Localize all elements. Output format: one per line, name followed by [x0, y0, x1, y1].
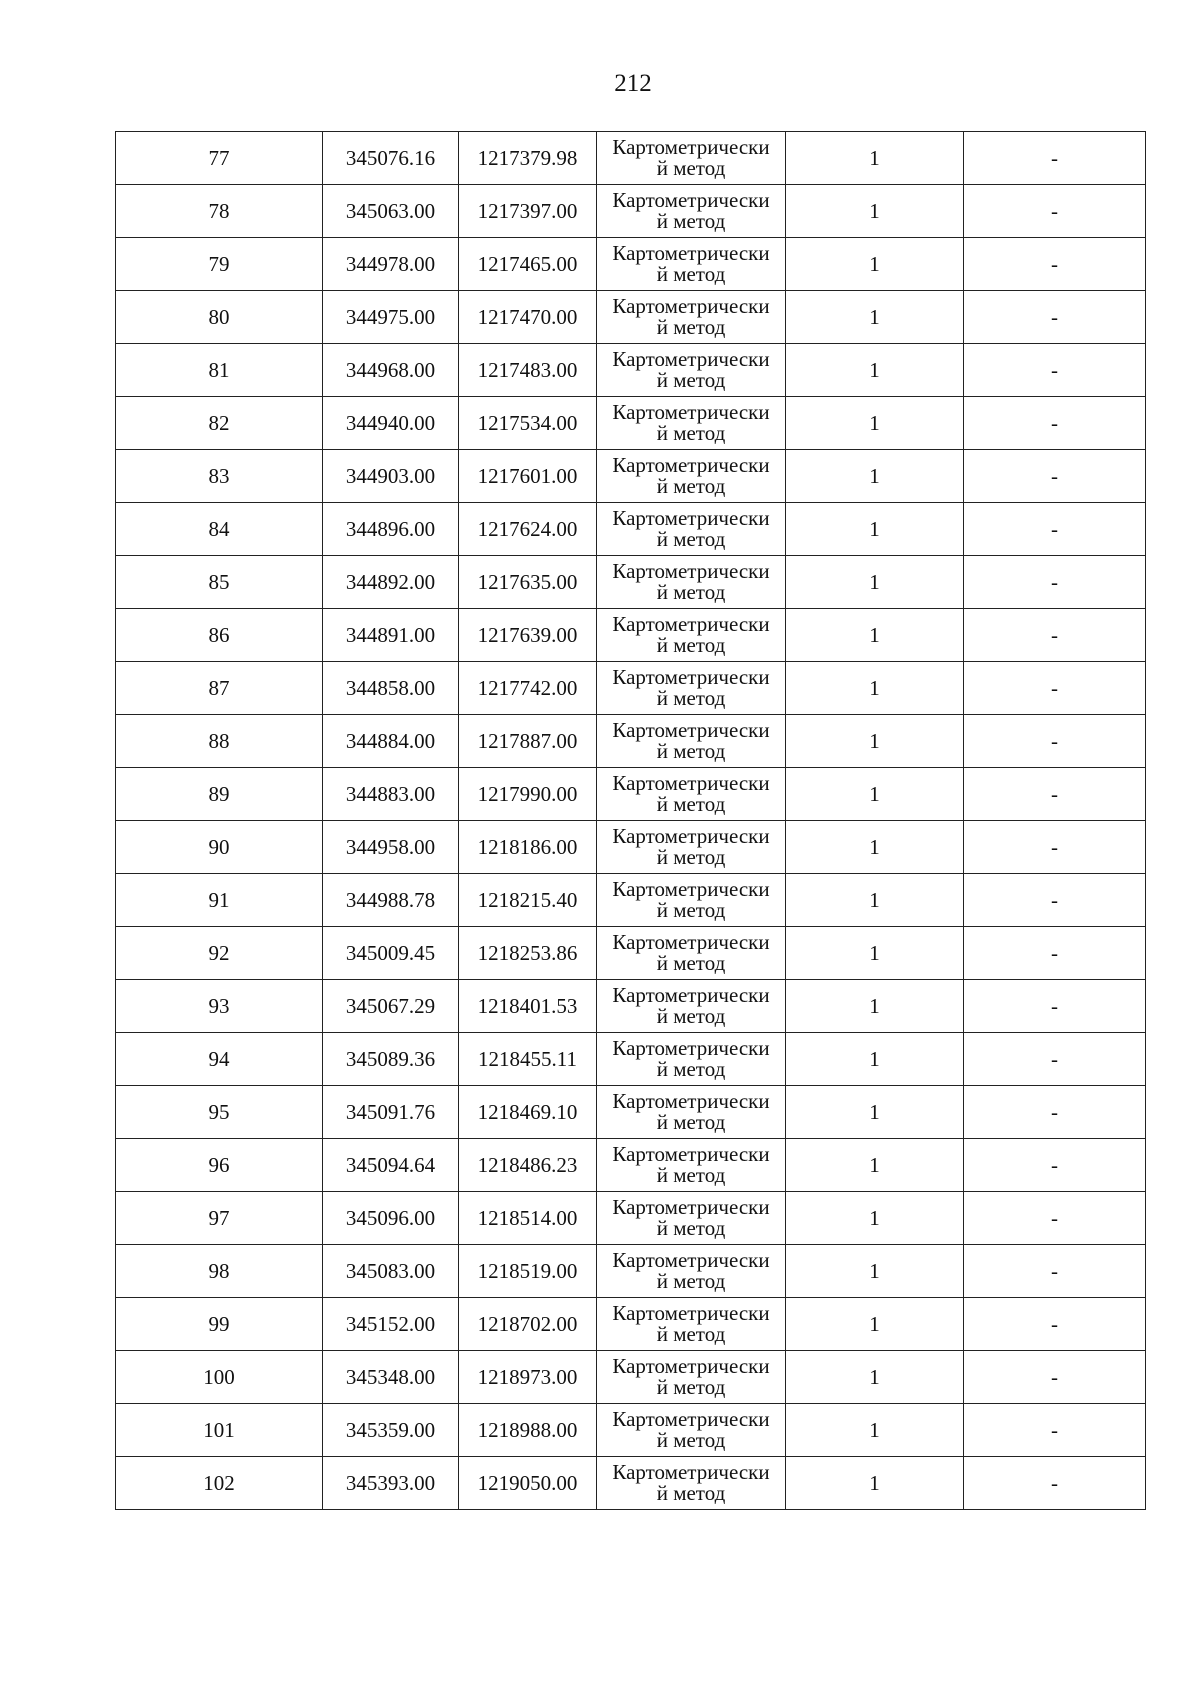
method-line-2: й метод [656, 262, 726, 286]
x-coordinate-cell: 345094.64 [323, 1139, 459, 1192]
accuracy-cell: 1 [786, 185, 964, 238]
method-line-1: Картометрически [612, 877, 770, 901]
x-coordinate-cell: 345067.29 [323, 980, 459, 1033]
method-line-1: Картометрически [612, 771, 770, 795]
method-line-2: й метод [656, 792, 726, 816]
accuracy-cell: 1 [786, 132, 964, 185]
y-coordinate-cell: 1217624.00 [459, 503, 597, 556]
table-row [116, 503, 1146, 556]
x-coordinate-cell: 345076.16 [323, 132, 459, 185]
point-number-cell: 87 [116, 662, 323, 715]
method-line-2: й метод [656, 845, 726, 869]
method-cell [597, 344, 786, 397]
point-number-cell: 77 [116, 132, 323, 185]
method-cell [597, 238, 786, 291]
point-number-cell: 94 [116, 1033, 323, 1086]
description-cell: - [964, 556, 1146, 609]
description-cell: - [964, 1245, 1146, 1298]
accuracy-cell: 1 [786, 662, 964, 715]
method-line-1: Картометрически [612, 1460, 770, 1484]
y-coordinate-cell: 1217887.00 [459, 715, 597, 768]
method-cell [597, 768, 786, 821]
table-row [116, 821, 1146, 874]
y-coordinate-cell: 1218401.53 [459, 980, 597, 1033]
table-row [116, 1086, 1146, 1139]
x-coordinate-cell: 345083.00 [323, 1245, 459, 1298]
x-coordinate-cell: 344975.00 [323, 291, 459, 344]
x-coordinate-cell: 344892.00 [323, 556, 459, 609]
method-cell [597, 821, 786, 874]
method-line-1: Картометрически [612, 824, 770, 848]
y-coordinate-cell: 1217990.00 [459, 768, 597, 821]
x-coordinate-cell: 344968.00 [323, 344, 459, 397]
point-number-cell: 81 [116, 344, 323, 397]
accuracy-cell: 1 [786, 1139, 964, 1192]
point-number-cell: 85 [116, 556, 323, 609]
y-coordinate-cell: 1218469.10 [459, 1086, 597, 1139]
table-row [116, 185, 1146, 238]
method-line-2: й метод [656, 315, 726, 339]
table-row [116, 397, 1146, 450]
method-cell [597, 1457, 786, 1510]
accuracy-cell: 1 [786, 238, 964, 291]
method-line-1: Картометрически [612, 135, 770, 159]
method-cell [597, 503, 786, 556]
method-line-1: Картометрически [612, 559, 770, 583]
method-line-2: й метод [656, 1375, 726, 1399]
accuracy-cell: 1 [786, 1192, 964, 1245]
table-row [116, 291, 1146, 344]
method-line-2: й метод [656, 1269, 726, 1293]
accuracy-cell: 1 [786, 1298, 964, 1351]
description-cell: - [964, 980, 1146, 1033]
point-number-cell: 86 [116, 609, 323, 662]
x-coordinate-cell: 345063.00 [323, 185, 459, 238]
accuracy-cell: 1 [786, 927, 964, 980]
table-row [116, 1139, 1146, 1192]
method-line-1: Картометрически [612, 188, 770, 212]
x-coordinate-cell: 344858.00 [323, 662, 459, 715]
method-line-2: й метод [656, 1004, 726, 1028]
method-line-1: Картометрически [612, 718, 770, 742]
table-row [116, 980, 1146, 1033]
accuracy-cell: 1 [786, 291, 964, 344]
method-line-2: й метод [656, 1163, 726, 1187]
accuracy-cell: 1 [786, 821, 964, 874]
method-line-2: й метод [656, 1110, 726, 1134]
method-line-2: й метод [656, 686, 726, 710]
accuracy-cell: 1 [786, 397, 964, 450]
y-coordinate-cell: 1217534.00 [459, 397, 597, 450]
method-line-1: Картометрически [612, 347, 770, 371]
method-line-2: й метод [656, 1481, 726, 1505]
table-row [116, 1298, 1146, 1351]
description-cell: - [964, 874, 1146, 927]
x-coordinate-cell: 344940.00 [323, 397, 459, 450]
accuracy-cell: 1 [786, 1351, 964, 1404]
y-coordinate-cell: 1218514.00 [459, 1192, 597, 1245]
description-cell: - [964, 609, 1146, 662]
description-cell: - [964, 768, 1146, 821]
method-cell [597, 185, 786, 238]
x-coordinate-cell: 345096.00 [323, 1192, 459, 1245]
accuracy-cell: 1 [786, 609, 964, 662]
accuracy-cell: 1 [786, 556, 964, 609]
point-number-cell: 102 [116, 1457, 323, 1510]
method-line-2: й метод [656, 1428, 726, 1452]
x-coordinate-cell: 344988.78 [323, 874, 459, 927]
accuracy-cell: 1 [786, 980, 964, 1033]
point-number-cell: 93 [116, 980, 323, 1033]
method-line-2: й метод [656, 368, 726, 392]
method-cell [597, 1033, 786, 1086]
point-number-cell: 101 [116, 1404, 323, 1457]
accuracy-cell: 1 [786, 768, 964, 821]
accuracy-cell: 1 [786, 1086, 964, 1139]
y-coordinate-cell: 1217742.00 [459, 662, 597, 715]
description-cell: - [964, 821, 1146, 874]
y-coordinate-cell: 1217601.00 [459, 450, 597, 503]
y-coordinate-cell: 1217639.00 [459, 609, 597, 662]
table-row [116, 344, 1146, 397]
point-number-cell: 89 [116, 768, 323, 821]
x-coordinate-cell: 344903.00 [323, 450, 459, 503]
method-cell [597, 1192, 786, 1245]
accuracy-cell: 1 [786, 1404, 964, 1457]
method-cell [597, 450, 786, 503]
method-line-1: Картометрически [612, 294, 770, 318]
accuracy-cell: 1 [786, 450, 964, 503]
point-number-cell: 90 [116, 821, 323, 874]
x-coordinate-cell: 345348.00 [323, 1351, 459, 1404]
method-line-1: Картометрически [612, 612, 770, 636]
method-line-2: й метод [656, 209, 726, 233]
method-line-2: й метод [656, 739, 726, 763]
method-line-1: Картометрически [612, 1142, 770, 1166]
description-cell: - [964, 1351, 1146, 1404]
method-line-1: Картометрически [612, 1036, 770, 1060]
point-number-cell: 98 [116, 1245, 323, 1298]
accuracy-cell: 1 [786, 874, 964, 927]
table-row [116, 238, 1146, 291]
method-line-1: Картометрически [612, 1354, 770, 1378]
x-coordinate-cell: 344978.00 [323, 238, 459, 291]
y-coordinate-cell: 1218215.40 [459, 874, 597, 927]
point-number-cell: 88 [116, 715, 323, 768]
method-line-2: й метод [656, 898, 726, 922]
point-number-cell: 96 [116, 1139, 323, 1192]
y-coordinate-cell: 1218973.00 [459, 1351, 597, 1404]
table-row [116, 768, 1146, 821]
method-line-1: Картометрически [612, 1195, 770, 1219]
description-cell: - [964, 1033, 1146, 1086]
table-row [116, 1404, 1146, 1457]
table-row [116, 715, 1146, 768]
method-line-1: Картометрически [612, 453, 770, 477]
method-cell [597, 1351, 786, 1404]
x-coordinate-cell: 345009.45 [323, 927, 459, 980]
point-number-cell: 82 [116, 397, 323, 450]
method-cell [597, 980, 786, 1033]
method-cell [597, 1139, 786, 1192]
method-line-1: Картометрически [612, 400, 770, 424]
accuracy-cell: 1 [786, 715, 964, 768]
table-row [116, 1192, 1146, 1245]
accuracy-cell: 1 [786, 503, 964, 556]
method-line-2: й метод [656, 421, 726, 445]
table-row [116, 556, 1146, 609]
accuracy-cell: 1 [786, 1457, 964, 1510]
table-row [116, 1351, 1146, 1404]
x-coordinate-cell: 345152.00 [323, 1298, 459, 1351]
description-cell: - [964, 503, 1146, 556]
method-line-1: Картометрически [612, 1248, 770, 1272]
method-line-1: Картометрически [612, 1301, 770, 1325]
method-line-2: й метод [656, 580, 726, 604]
table-row [116, 1457, 1146, 1510]
y-coordinate-cell: 1218486.23 [459, 1139, 597, 1192]
method-line-2: й метод [656, 474, 726, 498]
x-coordinate-cell: 344958.00 [323, 821, 459, 874]
y-coordinate-cell: 1218455.11 [459, 1033, 597, 1086]
method-line-1: Картометрически [612, 506, 770, 530]
table-row [116, 662, 1146, 715]
point-number-cell: 97 [116, 1192, 323, 1245]
method-cell [597, 397, 786, 450]
description-cell: - [964, 927, 1146, 980]
description-cell: - [964, 1086, 1146, 1139]
method-line-2: й метод [656, 633, 726, 657]
x-coordinate-cell: 345089.36 [323, 1033, 459, 1086]
point-number-cell: 84 [116, 503, 323, 556]
x-coordinate-cell: 344896.00 [323, 503, 459, 556]
y-coordinate-cell: 1218702.00 [459, 1298, 597, 1351]
method-line-1: Картометрически [612, 930, 770, 954]
x-coordinate-cell: 345091.76 [323, 1086, 459, 1139]
x-coordinate-cell: 345393.00 [323, 1457, 459, 1510]
method-cell [597, 1404, 786, 1457]
description-cell: - [964, 397, 1146, 450]
method-cell [597, 609, 786, 662]
point-number-cell: 100 [116, 1351, 323, 1404]
method-line-2: й метод [656, 156, 726, 180]
coordinates-table [115, 131, 1146, 1510]
point-number-cell: 91 [116, 874, 323, 927]
description-cell: - [964, 1298, 1146, 1351]
y-coordinate-cell: 1218186.00 [459, 821, 597, 874]
method-line-2: й метод [656, 527, 726, 551]
y-coordinate-cell: 1219050.00 [459, 1457, 597, 1510]
y-coordinate-cell: 1217470.00 [459, 291, 597, 344]
method-line-2: й метод [656, 1322, 726, 1346]
table-row [116, 450, 1146, 503]
method-line-1: Картометрически [612, 1089, 770, 1113]
description-cell: - [964, 1192, 1146, 1245]
table-row [116, 874, 1146, 927]
description-cell: - [964, 185, 1146, 238]
description-cell: - [964, 450, 1146, 503]
table-row [116, 609, 1146, 662]
point-number-cell: 92 [116, 927, 323, 980]
y-coordinate-cell: 1218988.00 [459, 1404, 597, 1457]
method-line-2: й метод [656, 951, 726, 975]
accuracy-cell: 1 [786, 1033, 964, 1086]
method-cell [597, 556, 786, 609]
accuracy-cell: 1 [786, 344, 964, 397]
accuracy-cell: 1 [786, 1245, 964, 1298]
description-cell: - [964, 238, 1146, 291]
description-cell: - [964, 1457, 1146, 1510]
method-cell [597, 132, 786, 185]
point-number-cell: 95 [116, 1086, 323, 1139]
method-cell [597, 874, 786, 927]
x-coordinate-cell: 344884.00 [323, 715, 459, 768]
method-line-1: Картометрически [612, 665, 770, 689]
page-number: 212 [614, 70, 652, 97]
table-row [116, 1245, 1146, 1298]
x-coordinate-cell: 344891.00 [323, 609, 459, 662]
description-cell: - [964, 344, 1146, 397]
y-coordinate-cell: 1218253.86 [459, 927, 597, 980]
table-row [116, 1033, 1146, 1086]
method-line-2: й метод [656, 1216, 726, 1240]
y-coordinate-cell: 1217397.00 [459, 185, 597, 238]
x-coordinate-cell: 344883.00 [323, 768, 459, 821]
point-number-cell: 99 [116, 1298, 323, 1351]
description-cell: - [964, 662, 1146, 715]
method-cell [597, 927, 786, 980]
method-line-1: Картометрически [612, 241, 770, 265]
table-row [116, 927, 1146, 980]
y-coordinate-cell: 1217483.00 [459, 344, 597, 397]
method-line-1: Картометрически [612, 1407, 770, 1431]
y-coordinate-cell: 1217635.00 [459, 556, 597, 609]
point-number-cell: 78 [116, 185, 323, 238]
point-number-cell: 80 [116, 291, 323, 344]
method-cell [597, 1245, 786, 1298]
table-body [116, 132, 1146, 1510]
method-line-1: Картометрически [612, 983, 770, 1007]
method-cell [597, 1298, 786, 1351]
table-row [116, 132, 1146, 185]
method-cell [597, 1086, 786, 1139]
description-cell: - [964, 715, 1146, 768]
y-coordinate-cell: 1217465.00 [459, 238, 597, 291]
description-cell: - [964, 132, 1146, 185]
description-cell: - [964, 291, 1146, 344]
description-cell: - [964, 1139, 1146, 1192]
x-coordinate-cell: 345359.00 [323, 1404, 459, 1457]
y-coordinate-cell: 1218519.00 [459, 1245, 597, 1298]
method-cell [597, 291, 786, 344]
method-line-2: й метод [656, 1057, 726, 1081]
y-coordinate-cell: 1217379.98 [459, 132, 597, 185]
point-number-cell: 83 [116, 450, 323, 503]
method-cell [597, 662, 786, 715]
method-cell [597, 715, 786, 768]
description-cell: - [964, 1404, 1146, 1457]
point-number-cell: 79 [116, 238, 323, 291]
